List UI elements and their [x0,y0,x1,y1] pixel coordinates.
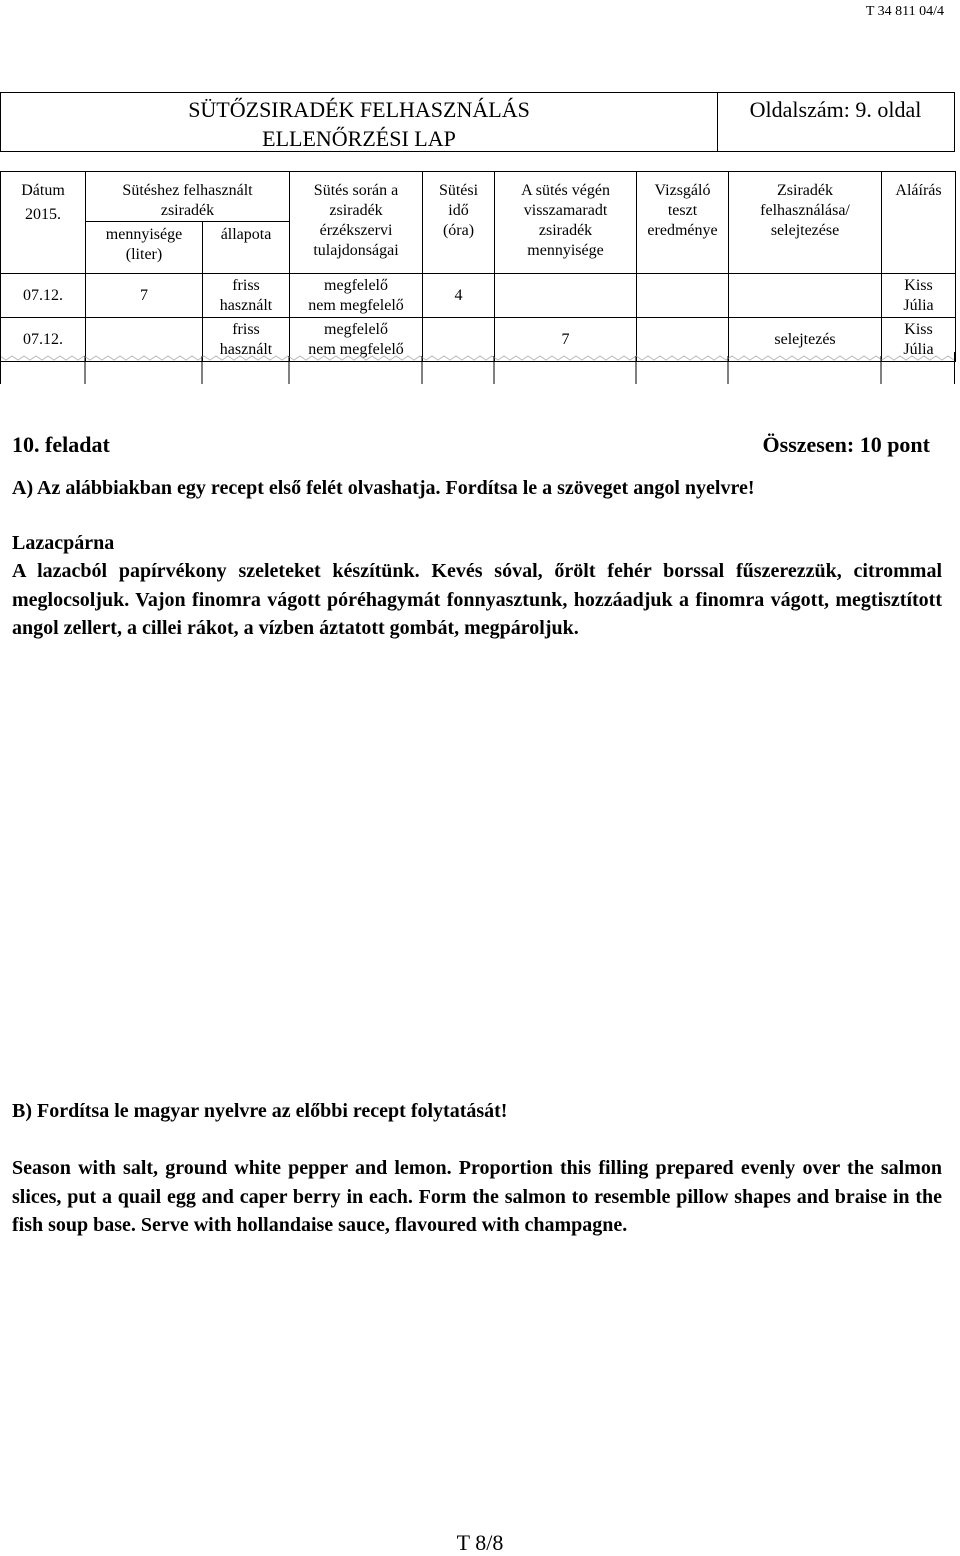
row2-sensory-ok: megfelelő [324,320,388,338]
form-title-line2: ELLENŐRZÉSI LAP [262,126,456,151]
row1-state-used: használt [219,296,273,314]
row1-sensory-not-ok: nem megfelelő [308,296,404,314]
header-fat-usage [729,172,882,274]
header-usage-line3: selejtezése [770,222,840,239]
row2-signature-line1: Kiss [904,320,933,338]
row1-usage [729,274,882,318]
header-sensory-line2: zsiradék [329,202,383,219]
row2-state-used: használt [219,340,273,358]
table-cut-edge [0,352,955,386]
row1-state [203,274,290,318]
row2-signature-line2: Júlia [903,340,934,358]
header-leftover-fat [495,172,637,274]
header-sensory [290,172,423,274]
header-date [1,172,86,274]
header-fat-group-line2: zsiradék [160,202,215,219]
row2-leftover: 7 [495,318,637,362]
form-title-line1: SÜTŐZSIRADÉK FELHASZNÁLÁS [188,97,530,122]
header-date-label: Dátum [21,182,65,199]
row2-date: 07.12. [1,318,86,362]
header-leftover-line3: zsiradék [538,222,593,239]
document-code: T 34 811 04/4 [865,4,944,19]
header-usage-line1: Zsiradék [777,182,833,199]
row1-quantity: 7 [86,274,203,318]
row1-sensory-ok: megfelelő [324,276,388,294]
task-number: 10. feladat [12,432,110,457]
header-signature-label: Aláírás [895,182,942,199]
recipe-text: A lazacból papírvékony szeleteket készítünk. Kevés sóval, őrölt fehér borssal fűszerezzük, citrommal meglocsoljuk. Vajon finomra vágott póréhagymát fonnyasztunk, hozzáadjuk a finomra vágott, megtisztított angol zellert, a cillei rákot, a vízben áztatott gombát, megpároljuk. [12,560,942,639]
header-sensory-line1: Sütés során a [313,182,399,199]
header-quantity-line2: (liter) [125,246,163,263]
english-text: Season with salt, ground white pepper and lemon. Proportion this filling prepared evenly over the salmon slices, put a quail egg and caper berry in each. Form the salmon to resemble pillow shapes and braise in the fish soup base. Serve with hollandaise sauce, flavoured with champagne. [12,1157,942,1236]
header-time-line1: Sütési [438,182,479,199]
header-sensory-line3: érzékszervi [319,222,393,239]
page-number-label: Oldalszám: 9. oldal [749,97,922,122]
header-leftover-line1: A sütés végén [521,182,610,199]
header-leftover-line4: mennyisége [527,242,604,259]
header-test-line3: eredménye [647,222,718,239]
header-quantity [86,222,203,274]
row2-state-fresh: friss [232,320,260,338]
header-quantity-line1: mennyisége [105,226,183,243]
header-leftover-line2: visszamaradt [523,202,608,219]
title-box [0,92,955,152]
frying-fat-log-table [0,171,956,362]
part-b-instruction: B) Fordítsa le magyar nyelvre az előbbi recept folytatását! [12,1100,508,1122]
row1-signature [882,274,956,318]
row1-leftover [495,274,637,318]
header-state-label: állapota [220,226,272,243]
header-state [203,222,290,274]
row2-sensory-not-ok: nem megfelelő [308,340,404,358]
header-signature [882,172,956,274]
row1-date: 07.12. [1,274,86,318]
part-a-instruction: A) Az alábbiakban egy recept első felét olvashatja. Fordítsa le a szöveget angol nyelvre! [12,477,755,499]
header-time-line2: idő [448,202,469,219]
row1-signature-line1: Kiss [904,276,933,294]
page-footer: T 8/8 [456,1530,504,1555]
form-title [1,95,717,153]
row1-state-fresh: friss [232,276,260,294]
table-row [1,274,956,318]
row1-sensory [290,274,423,318]
header-test-result [637,172,729,274]
row1-signature-line2: Júlia [903,296,934,314]
header-fat-group [86,172,290,222]
header-frying-time [423,172,495,274]
header-fat-group-line1: Sütéshez felhasznált [122,182,253,199]
header-test-line2: teszt [667,202,698,219]
row1-test [637,274,729,318]
recipe-title: Lazacpárna [12,532,115,554]
header-time-line3: (óra) [442,222,475,239]
task-points: Összesen: 10 pont [762,432,930,457]
header-sensory-line4: tulajdonságai [313,242,399,259]
header-year-label: 2015. [25,206,61,223]
header-usage-line2: felhasználása/ [760,202,850,219]
row2-usage: selejtezés [729,318,882,362]
header-test-line1: Vizsgáló [654,182,711,199]
row1-time: 4 [423,274,495,318]
